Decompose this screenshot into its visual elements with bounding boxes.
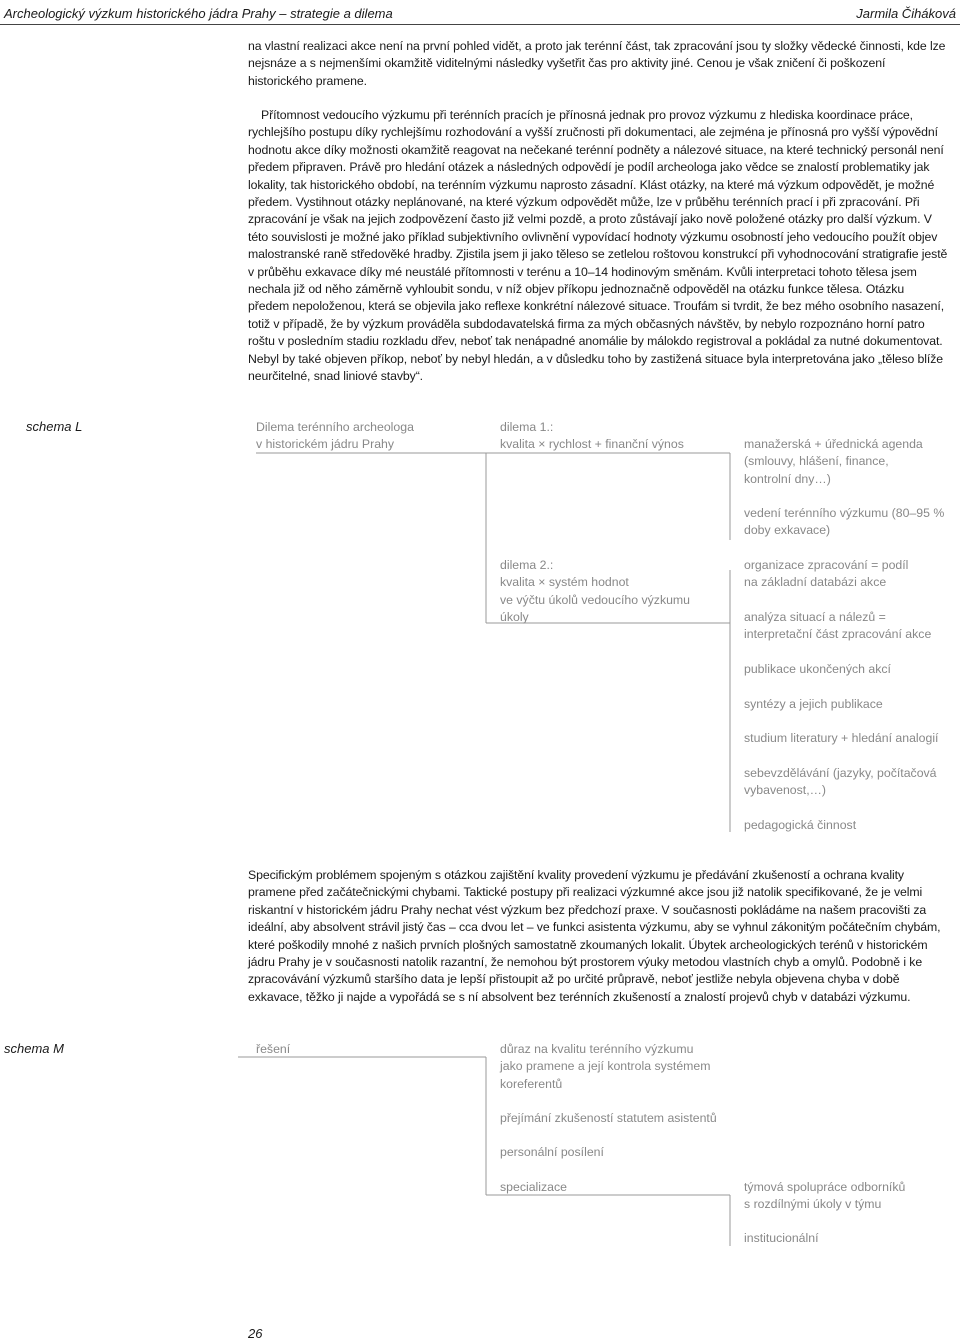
schema-l-dilema-2-text-2: ve výčtu úkolů vedoucího výzkumu [500, 592, 691, 607]
schema-l-dilema-2-title: dilema 2.: [500, 558, 554, 572]
schema-l-task-2b: interpretační část zpracování akce [744, 627, 932, 642]
running-title: Archeologický výzkum historického jádra Prahy – strategie a dilema [4, 6, 393, 21]
schema-m-root: řešení [256, 1042, 291, 1056]
schema-l-management-3: kontrolní dny…) [744, 471, 831, 486]
schema-m-institutional: institucionální [744, 1231, 819, 1245]
schema-m-solution-1b: jako pramene a její kontrola systémem [500, 1059, 711, 1074]
schema-l-management-1: manažerská + úřednická agenda [744, 437, 923, 451]
schema-m-label: schema M [4, 1041, 64, 1056]
schema-m-team-1: týmová spolupráce odborníků [744, 1180, 906, 1194]
schema-l-task-4: syntézy a jejich publikace [744, 697, 883, 711]
schema-m-solution-1a: důraz na kvalitu terénního výzkumu [500, 1042, 694, 1056]
schema-l-task-1a: organizace zpracování = podíl [744, 558, 909, 572]
schema-m-solution-4: specializace [500, 1180, 567, 1194]
paragraph-2: Přítomnost vedoucího výzkumu při terénních pracích je přínosná jednak pro provoz výzkumu z hlediska koordinace práce, rychlejšího postupu díky rychlejšímu rozhodování a vyšší zručnosti při dokumentaci, ale zejména je přínosná pro vyšší výpovědní hodnotu akce díky možnosti okamžitě reagovat na nečekané terénní podněty a nálezové situace, na které technický personál není předem připraven. Právě pro hledání otázek a následných odpovědí je podíl archeologa jako vědce se znalostí problematiky jak lokality, tak historického období, na terénním výzkumu naprosto zásadní. Klást otázky, na které má výzkum odpovědět, je možné předem. Vystihnout otázky neplánované, na které výzkum odpovědět může, lze v průběhu terénních prací i při zpracování. Při zpracování je však na jejich zodpovězení často již velmi pozdě, a proto zůstávají jako nově položené otázky pro další výzkum. V této souvislosti je možné jako příklad subjektivního ovlivnění vypovídací hodnoty výzkumu osobností jeho vedoucího použít objev malostranské raně středověké hradby. Zjistila jsem ji jako těleso se zetlelou roštovou konstrukcí při vyhodnocování stratigrafie jestě v průběhu exkavace díky mé neustálé přítomnosti v terénu a 10–14 hodinovým směnám. Kvůli interpretaci tohoto tělesa jsem nechala již od něho záměrně vyhloubit sondu, v níž objev příkopu jednoznačně odpověděl na otázku funkce tělesa. Otázku předem nepoloženou, která se objevila jako reflexe konkrétní nálezové situace. Troufám si tvrdit, že bez mého osobního nasazení, totiž v případě, že by výzkum prováděla subdodavatelská firma za mých občasných návštěv, by nebylo rozpoznáno horní patro roštu v posledním stadiu rozkladu dřev, neboť tak nenápadné anomálie by málokdo registroval a pokládal za nutné dokumentovat. Nebyl by také objeven příkop, neboť by nebyl hledán, a v důsledku toho by zastižená situace byla interpretována jako „těleso blíže neurčitelné, snad liniové stavby“. [248, 108, 948, 384]
page-number: 26 [248, 1326, 263, 1341]
schema-l-task-3: publikace ukončených akcí [744, 662, 891, 676]
schema-l-field-lead-2: doby exkavace) [744, 523, 831, 538]
schema-l-task-6b: vybavenost,…) [744, 783, 827, 798]
schema-l-task-7: pedagogická činnost [744, 818, 857, 832]
paragraph-3: Specifickým problémem spojeným s otázkou zajištění kvality provedení výzkumu je předávání zkušeností a ochrana kvality pramene před začátečnickými chybami. Taktické postupy při realizaci výzkumné akce jsou již natolik specifikované, že je velmi riskantní v historickém jádru Prahy nechat vést výzkum bez předchozí praxe. V současnosti pokládáme na našem pracovišti za ideální, aby absolvent strávil jistý čas – cca dvou let – ve funkci asistenta výzkumu, aby se vyhnul zákonitým počátečním chybám, které poškodily mnohé z našich prvních plošných samostatně zkoumaných lokalit. Úbytek archeologických terénů v historickém jádru Prahy je v současnosti natolik razantní, že nemohou být prostorem výuky metodou vlastních chyb a omylů. Podobně i ke zpracovávání výzkumů staršího data je lepší přistoupit až po určité průpravě, neboť jestliže nebyla objevena chyba v době exkavace, těžko ji najde a vypořádá se s ní absolvent bez terénních zkušeností a znalostí projevů chyb v databázi výzkumu. [248, 868, 941, 1004]
schema-l-management-2: (smlouvy, hlášení, finance, [744, 454, 889, 469]
schema-l-task-2a: analýza situací a nálezů = [744, 610, 886, 624]
schema-l-task-1b: na základní databázi akce [744, 575, 887, 590]
schema-m-solution-2: přejímání zkušeností statutem asistentů [500, 1111, 717, 1125]
schema-l-dilema-1-text: kvalita × rychlost + finanční výnos [500, 437, 684, 452]
schema-l-task-6a: sebevzdělávání (jazyky, počítačová [744, 766, 937, 780]
running-author: Jarmila Čiháková [856, 6, 956, 21]
schema-l-field-lead-1: vedení terénního výzkumu (80–95 % [744, 506, 945, 520]
schema-l-dilema-2-text-1: kvalita × systém hodnot [500, 575, 629, 590]
schema-m-solution-1c: koreferentů [500, 1076, 563, 1091]
schema-l-root-line-1: Dilema terénního archeologa [256, 420, 414, 434]
schema-l-task-5: studium literatury + hledání analogií [744, 731, 939, 745]
schema-m-solution-3: personální posílení [500, 1145, 604, 1159]
schema-l-dilema-1-title: dilema 1.: [500, 420, 554, 434]
paragraph-1: na vlastní realizaci akce není na první pohled vidět, a proto jak terénní část, tak zpracování jsou ty složky vědecké činnosti, kde lze nejsnáze a s nejmenšími okamžitě viditelnými následky vyšetřit čas pro aktivity jiné. Cenou je však zničení či poškození historického pramene. [248, 39, 946, 88]
schema-m-team-2: s rozdílnými úkoly v týmu [744, 1197, 882, 1212]
schema-l-dilema-2-text-3: úkoly [500, 610, 529, 625]
schema-l-root-line-2: v historickém jádru Prahy [256, 437, 395, 452]
schema-l-label: schema L [26, 419, 83, 434]
